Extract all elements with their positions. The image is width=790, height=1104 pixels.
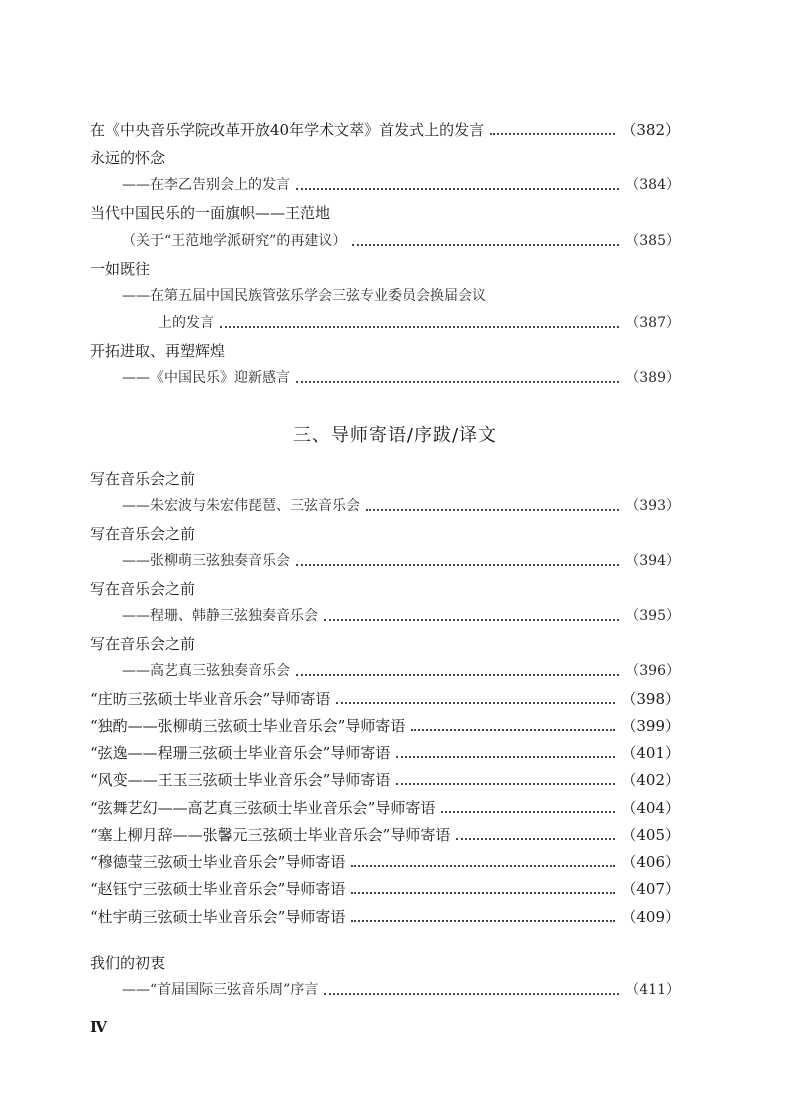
toc-entry — [90, 146, 680, 168]
entry-title: “穆德莹三弦硕士毕业音乐会”导师寄语 — [90, 853, 346, 871]
entry-page: （407） — [621, 880, 680, 898]
entry-page: （401） — [621, 744, 680, 762]
toc-entry — [90, 905, 680, 927]
dot-leader — [411, 729, 615, 731]
dot-leader — [296, 674, 619, 676]
dot-leader — [351, 920, 615, 922]
dot-leader — [396, 783, 615, 785]
toc-subentry — [158, 311, 680, 333]
entry-title: 写在音乐会之前 — [90, 635, 196, 653]
toc-entry — [90, 687, 680, 709]
toc-subentry — [122, 494, 680, 516]
dot-leader — [296, 564, 619, 566]
toc-entry — [90, 467, 680, 489]
toc-entry — [90, 522, 680, 544]
entry-title: 写在音乐会之前 — [90, 470, 196, 488]
dot-leader — [336, 702, 615, 704]
dot-leader — [456, 838, 615, 840]
toc-entry — [90, 257, 680, 279]
entry-page: （399） — [621, 717, 680, 735]
dot-leader — [352, 244, 619, 246]
entry-page: （411） — [625, 982, 680, 998]
toc-entry — [90, 118, 680, 140]
toc-subentry — [122, 173, 680, 195]
toc-entry — [90, 339, 680, 361]
toc-subentry — [122, 229, 680, 251]
toc-entry — [90, 823, 680, 845]
entry-page: （406） — [621, 853, 680, 871]
entry-title: “独酌——张柳萌三弦硕士毕业音乐会”导师寄语 — [90, 717, 406, 735]
dot-leader — [296, 381, 619, 383]
toc-subentry — [122, 284, 680, 306]
entry-page: （385） — [625, 233, 680, 249]
toc-entry — [90, 877, 680, 899]
entry-page: （393） — [625, 498, 680, 514]
toc-entry — [90, 796, 680, 818]
entry-subtitle: （关于“王范地学派研究”的再建议） — [122, 233, 347, 249]
entry-subtitle: ——高艺真三弦独奏音乐会 — [122, 663, 290, 679]
dot-leader — [324, 619, 619, 621]
entry-title: 永远的怀念 — [90, 149, 166, 167]
entry-page: （387） — [625, 315, 680, 331]
dot-leader — [296, 188, 619, 190]
toc-entry — [90, 201, 680, 223]
toc-entry — [90, 577, 680, 599]
entry-title: 在《中央音乐学院改革开放40年学术文萃》首发式上的发言 — [90, 121, 485, 139]
entry-title: 写在音乐会之前 — [90, 525, 196, 543]
toc-subentry — [122, 659, 680, 681]
entry-subtitle: ——在李乙告别会上的发言 — [122, 177, 290, 193]
entry-subtitle: ——“首届国际三弦音乐周”序言 — [122, 982, 319, 998]
toc-entry — [90, 951, 680, 973]
entry-subtitle: ——程珊、韩静三弦独奏音乐会 — [122, 608, 318, 624]
entry-title: “庄昉三弦硕士毕业音乐会”导师寄语 — [90, 690, 331, 708]
dot-leader — [441, 811, 615, 813]
toc-entry — [90, 850, 680, 872]
toc-subentry — [122, 604, 680, 626]
toc-entry — [90, 632, 680, 654]
toc-subentry — [122, 549, 680, 571]
entry-title: “弦舞艺幻——高艺真三弦硕士毕业音乐会”导师寄语 — [90, 799, 436, 817]
entry-page: （402） — [621, 771, 680, 789]
toc-entry — [90, 768, 680, 790]
entry-title: 当代中国民乐的一面旗帜——王范地 — [90, 204, 331, 222]
entry-page: （405） — [621, 826, 680, 844]
entry-page: （398） — [621, 690, 680, 708]
entry-page: （394） — [625, 553, 680, 569]
dot-leader — [220, 326, 619, 328]
entry-subtitle: ——张柳萌三弦独奏音乐会 — [122, 553, 290, 569]
entry-page: （384） — [625, 177, 680, 193]
entry-title: 一如既往 — [90, 260, 151, 278]
dot-leader — [324, 993, 619, 995]
entry-title: “弦逸——程珊三弦硕士毕业音乐会”导师寄语 — [90, 744, 391, 762]
entry-title: 我们的初衷 — [90, 954, 166, 972]
entry-subtitle: ——朱宏波与朱宏伟琵琶、三弦音乐会 — [122, 498, 360, 514]
entry-page: （389） — [625, 370, 680, 386]
entry-page: （395） — [625, 608, 680, 624]
entry-title: “风变——王玉三弦硕士毕业音乐会”导师寄语 — [90, 771, 391, 789]
entry-page: （382） — [621, 121, 680, 139]
toc-entry — [90, 714, 680, 736]
toc-subentry — [122, 366, 680, 388]
section-heading: 三、导师寄语/序跋/译文 — [292, 425, 498, 446]
dot-leader — [351, 865, 615, 867]
dot-leader — [396, 756, 615, 758]
toc-subentry — [122, 978, 680, 1000]
entry-subtitle: ——《中国民乐》迎新感言 — [122, 370, 290, 386]
entry-title: “赵钰宁三弦硕士毕业音乐会”导师寄语 — [90, 880, 346, 898]
entry-title: 开拓进取、再塑辉煌 — [90, 342, 226, 360]
dot-leader — [490, 133, 615, 135]
entry-title: 写在音乐会之前 — [90, 580, 196, 598]
entry-subtitle: ——在第五届中国民族管弦乐学会三弦专业委员会换届会议 — [122, 288, 486, 304]
toc-entry — [90, 741, 680, 763]
entry-title: “杜宇萌三弦硕士毕业音乐会”导师寄语 — [90, 908, 346, 926]
page-folio: Ⅳ — [90, 1018, 107, 1036]
entry-page: （404） — [621, 799, 680, 817]
dot-leader — [366, 509, 619, 511]
entry-subtitle: 上的发言 — [158, 315, 214, 331]
dot-leader — [351, 892, 615, 894]
entry-page: （409） — [621, 908, 680, 926]
entry-title: “塞上柳月辞——张馨元三弦硕士毕业音乐会”导师寄语 — [90, 826, 451, 844]
entry-page: （396） — [625, 663, 680, 679]
